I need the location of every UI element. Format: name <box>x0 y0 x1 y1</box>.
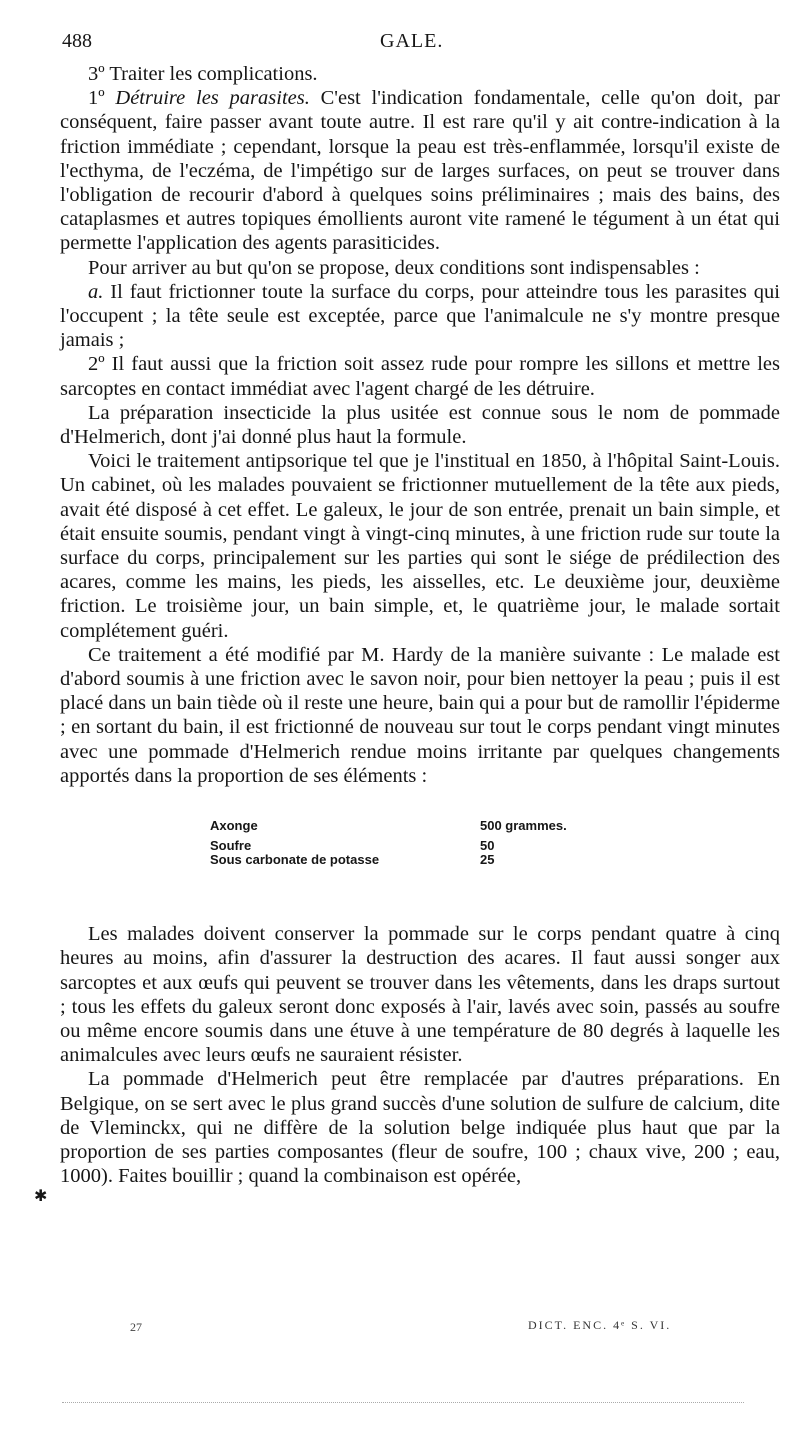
formula-quantity: 50 <box>480 838 495 854</box>
paragraph: La préparation insecticide la plus usitée est connue sous le nom de pommade d'Helmerich, dont j'ai donné plus haut la formule. <box>60 401 780 449</box>
formula-table <box>60 814 780 870</box>
page-number: 488 <box>62 30 92 52</box>
paragraph: 3º Traiter les complications. <box>88 63 318 85</box>
bottom-rule <box>62 1402 744 1403</box>
paragraph: 1º Détruire les parasites. C'est l'indication fondamentale, celle qu'on doit, par conséquent, faire passer avant toute autre. Il est rare qu'il y ait contre-indication à la friction immédiate ; cependant, lorsque la peau est très-enflammée, lorsqu'il existe de l'ecthyma, de l'eczéma, de l'impétigo sur de larges surfaces, on peut se trouver dans l'obligation de recourir d'abord à quelques soins préliminaires ; mais des bains, des cataplasmes et autres topiques émollients auront vite ramené le tégument à un état qui permette l'application des agents parasiticides. <box>60 87 781 255</box>
section-heading: Détruire les parasites. <box>115 87 310 110</box>
footer-reference: DICT. ENC. 4ᵉ S. VI. <box>528 1318 672 1332</box>
formula-quantity: 500 grammes. <box>480 818 567 834</box>
paragraph: Pour arriver au but qu'on se propose, deux conditions sont indispensables : <box>88 256 700 279</box>
footer-signature: 27 <box>130 1320 142 1334</box>
formula-ingredient: Sous carbonate de potasse <box>210 852 380 868</box>
paragraph: 2º Il faut aussi que la friction soit assez rude pour rompre les sillons et mettre les sarcoptes en contact immédiat avec l'agent chargé de les détruire. <box>60 353 780 400</box>
paragraph: Les malades doivent conserver la pommade sur le corps pendant quatre à cinq heures au moins, afin d'assurer la destruction des acares. Il faut aussi songer aux sarcoptes et aux œufs qui peuvent se trouver dans les vêtements, dans les draps surtout ; tous les effets du galeux seront donc exposés à l'air, lavés avec soin, passés au soufre ou même encore soumis dans une étuve à une température de 80 degrés à laquelle les animalcules avec leurs œufs ne sauraient résister. <box>60 923 780 1067</box>
margin-mark: ✱ <box>34 1188 48 1205</box>
paragraph: a. Il faut frictionner toute la surface du corps, pour atteindre tous les parasites qui l'occupent ; la tête seule est exceptée, parce que l'animalcule ne s'y montre presque jamais ; <box>60 280 780 352</box>
item-letter: a. <box>88 280 104 303</box>
paragraph: La pommade d'Helmerich peut être remplacée par d'autres préparations. En Belgique, on se sert avec le plus grand succès d'une solution de sulfure de calcium, dite de Vleminckx, qui ne diffère de la solution belge indiquée plus haut que par la proportion de ses parties composantes (fleur de soufre, 100 ; chaux vive, 200 ; eau, 1000). Faites bouillir ; quand la combinaison est opérée, <box>60 1068 780 1188</box>
formula-ingredient: Soufre <box>210 838 252 854</box>
paragraph: Voici le traitement antipsorique tel que je l'institual en 1850, à l'hôpital Saint-Louis. Un cabinet, où les malades pouvaient se frictionner mutuellement de la tête aux pieds, avait été disposé à cet effet. Le galeux, le jour de son entrée, prenait un bain simple, et était ensuite soumis, pendant vingt à vingt-cinq minutes, à une friction rude sur toute la surface du corps, principalement sur les parties qui sont le siége de prédilection des acares, comme les mains, les pieds, les aisselles, etc. Le deuxième jour, deuxième friction. Le troisième jour, un bain simple, et, le quatrième jour, le malade sortait complétement guéri. <box>60 450 780 642</box>
formula-ingredient: Axonge <box>210 818 258 834</box>
running-head: GALE. <box>380 30 444 52</box>
page-header <box>62 30 754 54</box>
paragraph: Ce traitement a été modifié par M. Hardy de la manière suivante : Le malade est d'abord soumis à une friction avec le savon noir, pour bien nettoyer la peau ; puis il est placé dans un bain tiède où il reste une heure, bain qui a pour but de ramollir l'épiderme ; en sortant du bain, il est frictionné de nouveau sur tout le corps pendant vingt minutes avec une pommade d'Helmerich rendue moins irritante par quelques changements apportés dans la proportion de ses éléments : <box>60 643 780 787</box>
formula-quantity: 25 <box>480 852 495 868</box>
body-text <box>60 62 780 1188</box>
